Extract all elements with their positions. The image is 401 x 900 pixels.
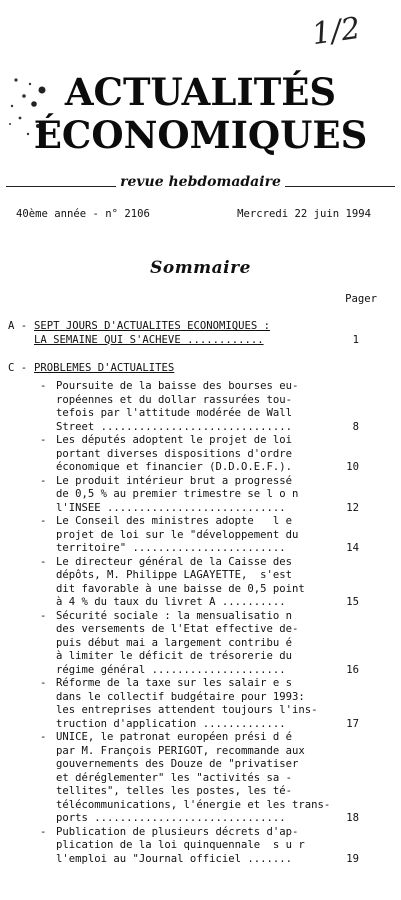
list-item-line: à limiter le déficit de trésorerie du	[56, 650, 292, 662]
list-item-line: par M. François PERIGOT, recommande aux	[56, 744, 305, 757]
list-item-line: territoire" ........................	[56, 542, 286, 554]
list-item-line: l'INSEE ............................	[56, 501, 286, 514]
page-heading: Sommaire	[150, 258, 251, 278]
list-item-dash: -	[40, 555, 47, 568]
section-title-line: SEPT JOURS D'ACTUALITES ECONOMIQUES :	[34, 320, 270, 332]
list-item-page-number: 17	[346, 717, 359, 730]
list-item-line: tefois par l'attitude modérée de Wall	[56, 407, 292, 419]
list-item-line: Le directeur général de la Caisse des	[56, 555, 292, 568]
list-item-dash: -	[40, 434, 47, 446]
list-item-dash: -	[40, 515, 47, 527]
list-item-line: et déréglementer" les "activités sa -	[56, 771, 292, 784]
pages-column-label: Pager	[345, 293, 377, 305]
list-item-line: de 0,5 % au premier trimestre se l o n	[56, 488, 299, 500]
list-item-line: plication de la loi quinquennale s u r	[56, 839, 305, 851]
section-title-line: LA SEMAINE QUI S'ACHEVE ............	[34, 333, 264, 346]
list-item-line: Street ..............................	[56, 420, 292, 433]
list-item-page-number: 16	[346, 663, 359, 676]
section-page-number: 1	[352, 333, 359, 346]
list-item-line: Publication de plusieurs décrets d'ap-	[56, 825, 299, 838]
list-item-dash: -	[40, 474, 47, 487]
list-item-line: projet de loi sur le "développement du	[56, 528, 299, 541]
list-item-page-number: 14	[346, 542, 359, 554]
list-item-page-number: 19	[346, 852, 359, 865]
list-item-line: Le Conseil des ministres adopte l e	[56, 515, 292, 527]
list-item-dash: -	[40, 609, 47, 622]
list-item-page-number: 8	[352, 420, 359, 433]
list-item-line: à 4 % du taux du livret A ..........	[56, 596, 286, 608]
list-item-line: Réforme de la taxe sur les salair e s	[56, 677, 292, 689]
section-letter: A -	[8, 320, 28, 332]
list-item-line: des versements de l'Etat effective de-	[56, 623, 299, 635]
list-item-line: portant diverses dispositions d'ordre	[56, 447, 292, 460]
list-item-dash: -	[40, 380, 47, 392]
masthead-tagline	[0, 174, 401, 190]
list-item-line: dépôts, M. Philippe LAGAYETTE, s'est	[56, 569, 292, 581]
list-item-page-number: 18	[346, 812, 359, 824]
list-item-line: l'emploi au "Journal officiel .......	[56, 852, 292, 865]
masthead-title-line1: ACTUALITÉS	[64, 70, 337, 114]
list-item-line: ropéennes et du dollar rassurées tou-	[56, 393, 292, 406]
list-item-line: ports ..............................	[56, 812, 286, 824]
list-item-line: puis début mai a largement contribu é	[56, 636, 292, 649]
list-item-page-number: 12	[346, 501, 359, 514]
list-item-page-number: 15	[346, 596, 359, 608]
list-item-page-number: 10	[346, 461, 359, 473]
list-item-line: dit favorable à une baisse de 0,5 point	[56, 582, 305, 595]
issue-number: 40ème année - n° 2106	[16, 208, 150, 220]
list-item-line: économique et financier (D.D.O.E.F.).	[56, 461, 292, 473]
section-title-line: PROBLEMES D'ACTUALITES	[34, 362, 175, 374]
list-item-dash: -	[40, 825, 47, 838]
list-item-line: Poursuite de la baisse des bourses eu-	[56, 380, 299, 392]
issue-date: Mercredi 22 juin 1994	[237, 208, 371, 220]
list-item-line: dans le collectif budgétaire pour 1993:	[56, 690, 305, 703]
list-item-line: truction d'application .............	[56, 717, 286, 730]
list-item-line: gouvernements des Douze de "privatiser	[56, 758, 299, 770]
masthead-title-line2: ÉCONOMIQUES	[33, 113, 368, 157]
list-item-line: Sécurité sociale : la mensualisatio n	[56, 609, 292, 622]
list-item-line: Les députés adoptent le projet de loi	[56, 434, 292, 446]
list-item-line: Le produit intérieur brut a progressé	[56, 474, 292, 487]
handwritten-page-note: 1/2	[309, 10, 363, 53]
list-item-line: les entreprises attendent toujours l'ins-	[56, 704, 318, 716]
list-item-line: tellites", telles les postes, les té-	[56, 785, 292, 797]
list-item-dash: -	[40, 731, 47, 743]
tagline-text: revue hebdomadaire	[116, 174, 285, 190]
list-item-line: régime général .....................	[56, 663, 286, 676]
section-letter: C -	[8, 362, 28, 374]
list-item-line: télécommunications, l'énergie et les trans-	[56, 798, 331, 811]
list-item-dash: -	[40, 677, 47, 689]
list-item-line: UNICE, le patronat européen prési d é	[56, 731, 292, 743]
